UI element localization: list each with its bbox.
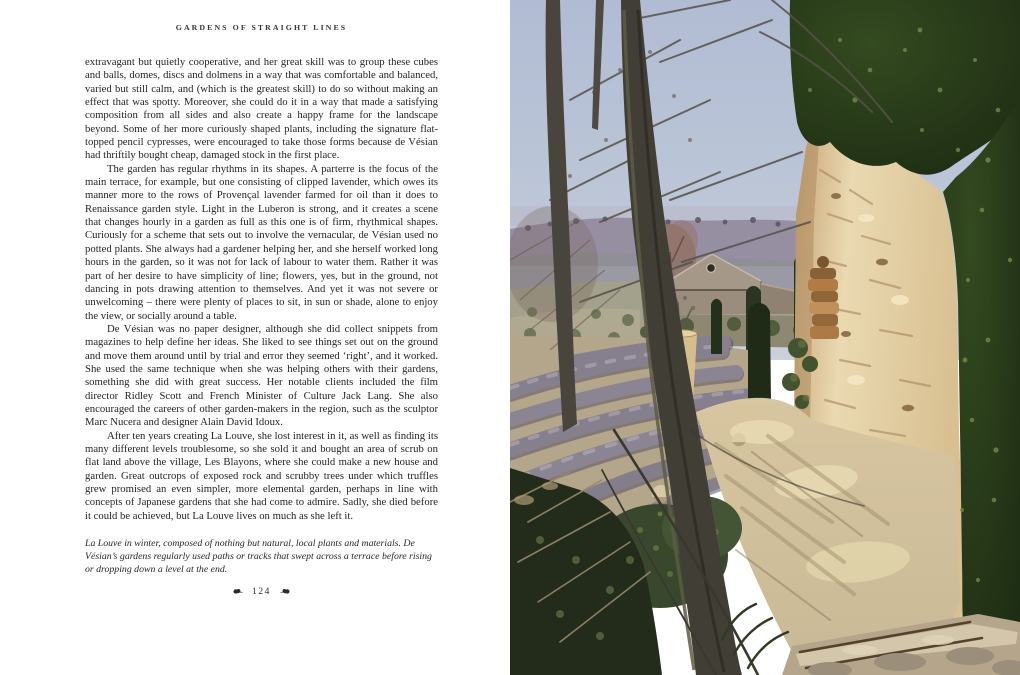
paragraph: After ten years creating La Louve, she lost interest in it, as well as finding its many different levels troublesome, so she sold it and bought an area of scrub on flat land above the village, Les Blayons, where she could make a new house and garden. Great outcrops of exposed rock and scrubby trees under which truffles grew promised an even simpler, more elemental garden, perhaps in line with concepts of Japanese gardens that she had come to admire. Sadly, she died before it could be achieved, but La Louve lives on much as she left it. xyxy=(85,429,438,522)
garden-photo xyxy=(510,0,1020,675)
fleuron-left-icon xyxy=(233,588,244,596)
right-page xyxy=(510,0,1020,675)
running-head: GARDENS OF STRAIGHT LINES xyxy=(175,23,348,32)
page-content xyxy=(85,56,438,597)
body-text xyxy=(85,56,438,523)
paragraph: The garden has regular rhythms in its shapes. A parterre is the focus of the main terrace, for example, but one consisting of clipped lavender, which owes its manner more to the rows of Provençal lavender farmed for oil than it does to Renaissance garden style. Light in the Luberon is strong, and it creates a scene that changes hourly in a garden as full as this one is of firm, rhythmical shapes. Curiously for a scheme that sets out to involve the vernacular, de Vésian used no potted plants. She always had a gardener helping her, and she herself worked long hours in the garden, so it was not for lack of labour to water them. Rather it was part of her desire to have simplicity of line; flowers, yes, but in the ground, not dancing in pots drawing attention to themselves. And yet it was not severe or unwelcoming – there were plenty of places to sit, in sun or shade, alone to enjoy the view, or socially around a table. xyxy=(85,162,438,322)
paragraph: De Vésian was no paper designer, although she did collect snippets from magazines to help define her ideas. She liked to see things set out on the ground and move them around until by trial and error they seemed ‘right’, and it worked. She used the same technique when she was helping others with their gardens, something she did with great success. Her notable clients included the film director Ridley Scott and French Minister of Culture Jack Lang. She also encouraged the careers of other garden-makers in the region, such as the sculptor Marc Nucera and designer Alain David Idoux. xyxy=(85,322,438,429)
fleuron-right-icon xyxy=(279,588,290,596)
folio xyxy=(85,587,438,597)
paragraph: extravagant but quietly cooperative, and her great skill was to group these cubes and balls, domes, discs and dolmens in a way that was comfortable and balanced, varied but still calm, and (which is the greatest skill) to do so without making an effect that was spotty. Moreover, she could do it in a way that made a satisfying composition from all sides and also create a happy frame for the landscape beyond. Some of her more curiously shaped plants, including the signature flat-topped pencil cypresses, were encouraged to take those forms because de Vésian had thriftily bought cheap, damaged stock in the first place. xyxy=(85,56,438,162)
photo-caption: La Louve in winter, composed of nothing but natural, local plants and materials. De Vésian’s gardens regularly used paths or tracks that swept across a terrace before rising or dropping down a level at the end. xyxy=(85,538,432,576)
folio-number: 124 xyxy=(252,587,271,598)
